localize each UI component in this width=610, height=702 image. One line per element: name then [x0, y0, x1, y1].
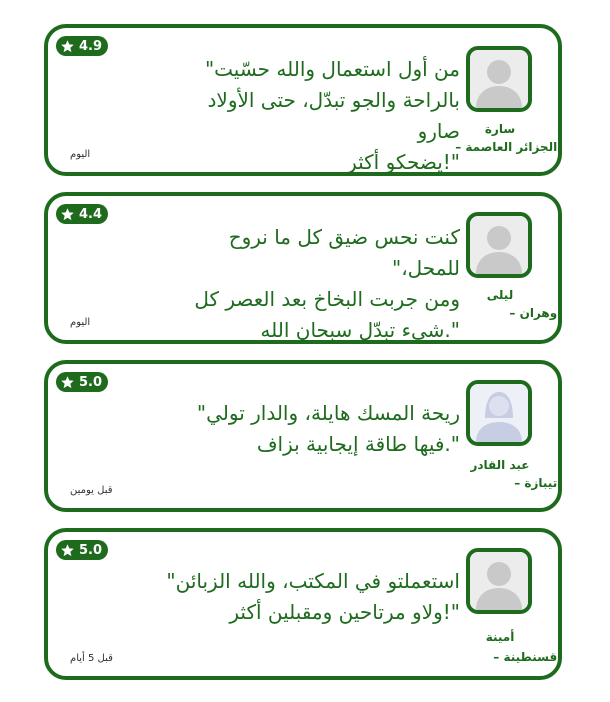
- star-icon: [60, 207, 75, 222]
- reviewer-name: أمينة: [485, 630, 515, 644]
- quote-line: بالراحة والجو تبدّل، حتى الأولاد صارو: [207, 88, 460, 143]
- review-quote: [160, 54, 460, 178]
- reviewer-location: :الجزائر العاصمة –: [455, 140, 562, 154]
- review-time: قبل يومين: [70, 485, 113, 496]
- quote-line: ريحة المسك هايلة، والدار تولي": [196, 401, 460, 425]
- avatar: [466, 46, 532, 112]
- review-quote: [160, 566, 460, 628]
- review-card: [44, 192, 562, 344]
- review-time: قبل 5 أيام: [70, 653, 113, 664]
- review-card: [44, 528, 562, 680]
- star-icon: [60, 543, 75, 558]
- avatar: [466, 380, 532, 446]
- woman-placeholder-icon: [470, 384, 528, 442]
- rating-badge: [56, 372, 108, 392]
- star-icon: [60, 375, 75, 390]
- rating-badge: [56, 204, 108, 224]
- avatar: [466, 212, 532, 278]
- quote-line: كنت نحس ضيق كل ما نروح للمحل،": [228, 225, 460, 280]
- person-placeholder-icon: [470, 216, 528, 274]
- rating-value: 4.9: [79, 38, 103, 54]
- review-card: [44, 24, 562, 176]
- quote-line: ".فيها طاقة إيجابية بزاف: [256, 432, 460, 456]
- rating-value: 5.0: [79, 542, 103, 558]
- reviewer-name: ليلى: [486, 288, 514, 302]
- quote-line: ومن جربت البخاخ بعد العصر كل: [194, 287, 460, 311]
- rating-badge: [56, 36, 108, 56]
- quote-line: استعملتو في المكتب، والله الزبائن": [166, 569, 460, 593]
- rating-value: 5.0: [79, 374, 103, 390]
- reviewer-location: :قسنطينة –: [493, 650, 562, 664]
- quote-line: "!ولاو مرتاحين ومقبلين أكثر: [229, 600, 460, 624]
- rating-badge: [56, 540, 108, 560]
- reviewer-name: سارة: [484, 122, 516, 136]
- quote-line: "!يضحكو أكثر: [347, 150, 460, 174]
- star-icon: [60, 39, 75, 54]
- review-card: [44, 360, 562, 512]
- review-time: اليوم: [70, 317, 91, 328]
- rating-value: 4.4: [79, 206, 103, 222]
- quote-line: ".شيء تبدّل سبحان الله: [260, 318, 460, 342]
- person-placeholder-icon: [470, 552, 528, 610]
- reviewer-location: :وهران –: [509, 306, 562, 320]
- review-quote: [160, 222, 460, 346]
- person-placeholder-icon: [470, 50, 528, 108]
- avatar: [466, 548, 532, 614]
- reviewer-name: عبد القادر: [470, 458, 530, 472]
- quote-line: من أول استعمال والله حسّيت": [204, 57, 460, 81]
- review-quote: [160, 398, 460, 460]
- reviewer-location: :تيبازة –: [514, 476, 562, 490]
- review-time: اليوم: [70, 149, 91, 160]
